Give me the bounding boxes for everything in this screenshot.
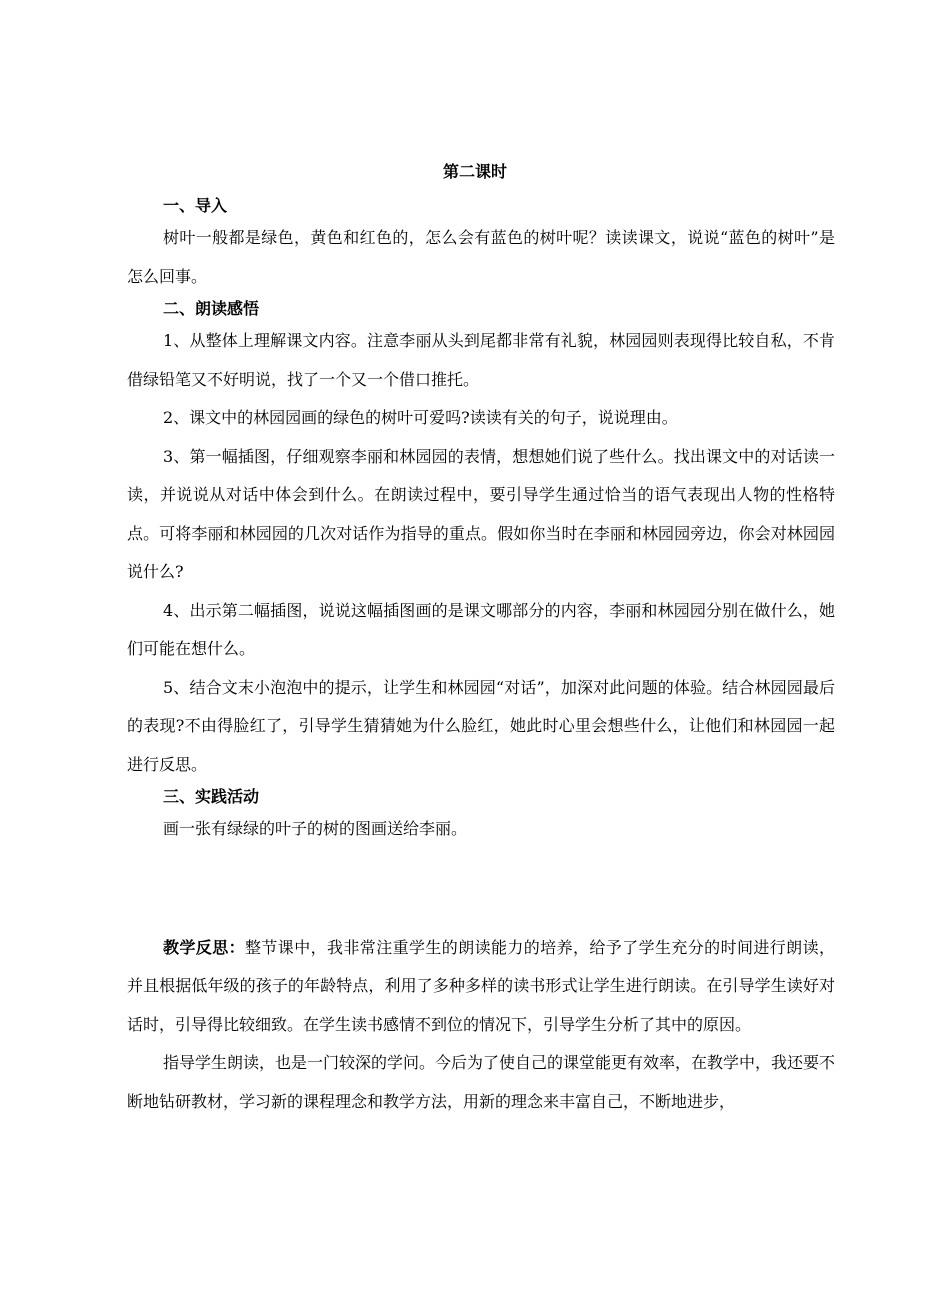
reflection-text: 整节课中，我非常注重学生的朗读能力的培养，给予了学生充分的时间进行朗读，并且根据低年级的孩子的年龄特点，利用了多种多样的读书形式让学生进行朗读。在引导学生读好对话时，引导得比较细致。在学生读书感情不到位的情况下，引导学生分析了其中的原因。 bbox=[127, 937, 835, 1034]
reading-item-5: 5、结合文末小泡泡中的提示，让学生和林园园“对话”，加深对此问题的体验。结合林园园最后的表现?不由得脸红了，引导学生猜猜她为什么脸红，她此时心里会想些什么，让他们和林园园一起进行反思。 bbox=[127, 677, 835, 774]
section-heading-practice: 三、实践活动 bbox=[163, 787, 260, 806]
reading-item-1: 1、从整体上理解课文内容。注意李丽从头到尾都非常有礼貌，林园园则表现得比较自私，不肯借绿铅笔又不好明说，找了一个又一个借口推托。 bbox=[127, 331, 835, 389]
section-heading-intro: 一、导入 bbox=[163, 196, 228, 215]
section-heading-reading: 二、朗读感悟 bbox=[163, 299, 260, 318]
reading-item-3: 3、第一幅插图，仔细观察李丽和林园园的表情，想想她们说了些什么。找出课文中的对话读一读，并说说从对话中体会到什么。在朗读过程中，要引导学生通过恰当的语气表现出人物的性格特点。可将李丽和林园园的几次对话作为指导的重点。假如你当时在李丽和林园园旁边，你会对林园园说什么? bbox=[127, 446, 835, 581]
reflection-label: 教学反思： bbox=[163, 937, 245, 957]
intro-paragraph: 树叶一般都是绿色，黄色和红色的，怎么会有蓝色的树叶呢？读读课文，说说“蓝色的树叶”是怎么回事。 bbox=[127, 228, 835, 286]
reading-item-2: 2、课文中的林园园画的绿色的树叶可爱吗?读读有关的句子，说说理由。 bbox=[163, 408, 678, 427]
practice-paragraph: 画一张有绿绿的叶子的树的图画送给李丽。 bbox=[163, 819, 468, 838]
reflection-paragraph bbox=[127, 929, 835, 1045]
reflection-paragraph-2: 指导学生朗读，也是一门较深的学问。今后为了使自己的课堂能更有效率，在教学中，我还要不断地钻研教材，学习新的课程理念和教学方法，用新的理念来丰富自己，不断地进步， bbox=[127, 1053, 836, 1111]
page-title: 第二课时 bbox=[442, 162, 507, 181]
reading-item-4: 4、出示第二幅插图，说说这幅插图画的是课文哪部分的内容，李丽和林园园分别在做什么，她们可能在想什么。 bbox=[127, 600, 835, 658]
spacer bbox=[127, 849, 835, 929]
document-body bbox=[127, 193, 835, 1121]
